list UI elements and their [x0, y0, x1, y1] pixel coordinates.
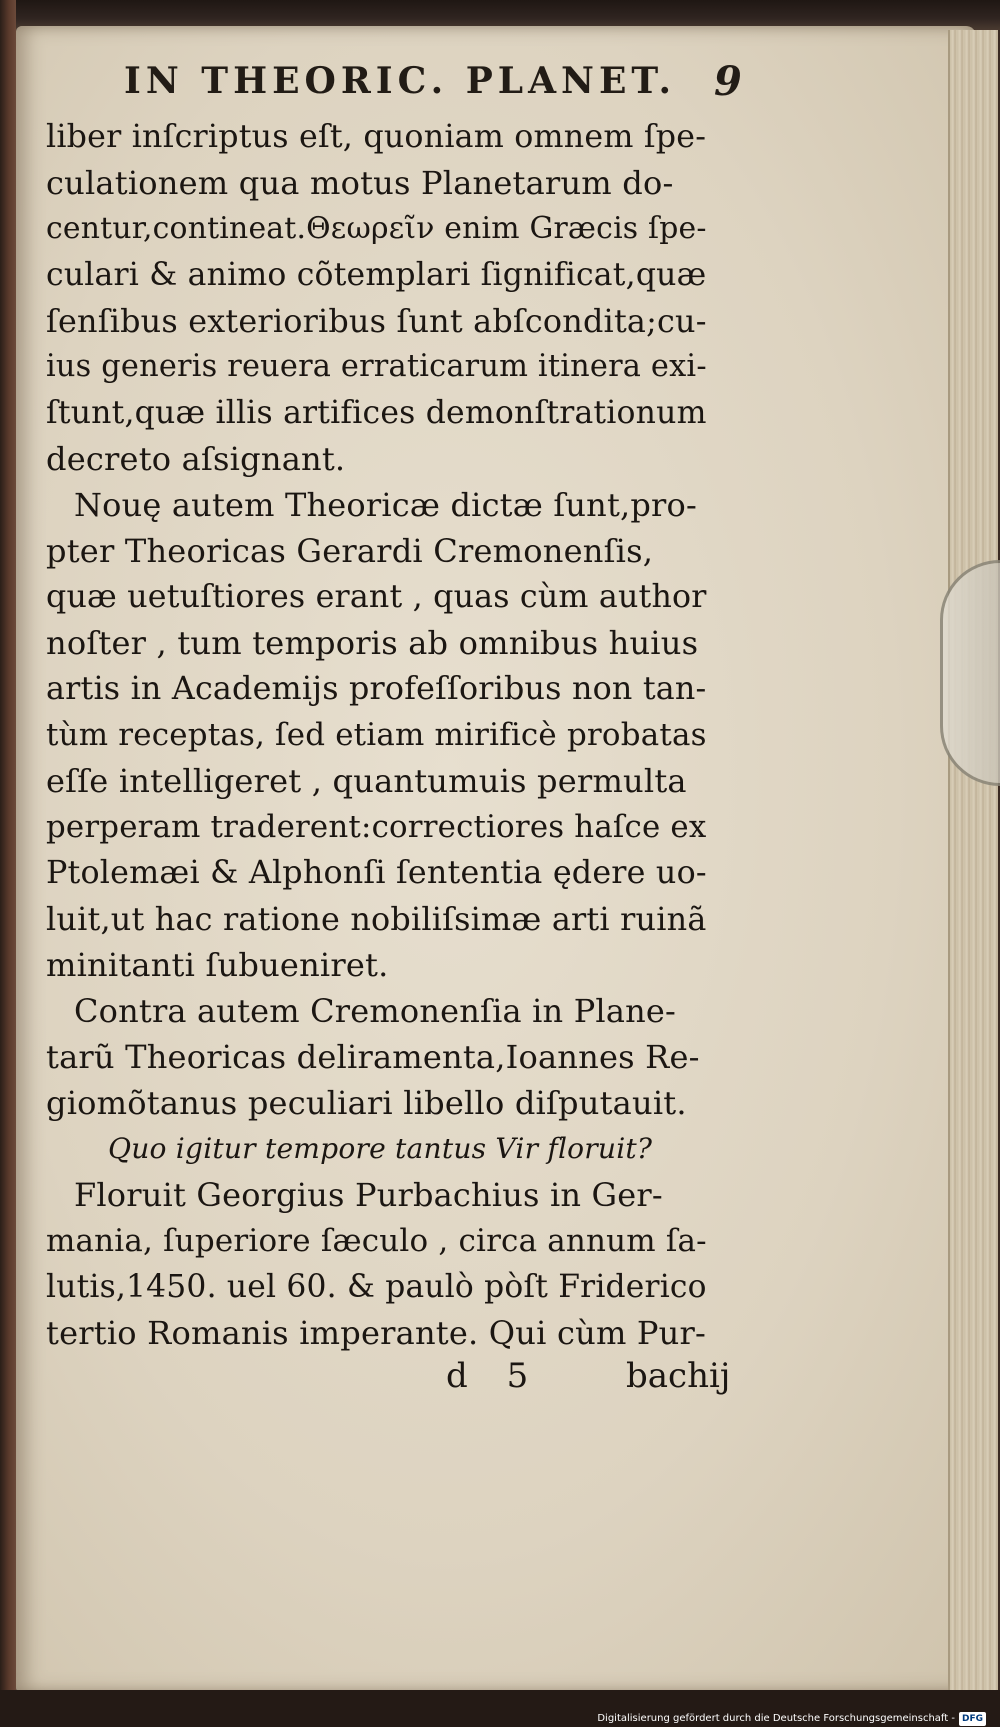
catchword: bachij — [626, 1356, 731, 1396]
catchline — [46, 1356, 746, 1406]
running-head — [46, 52, 746, 114]
book-binding — [0, 0, 16, 1727]
text-line: lutis,1450. uel 60. & paulò pòſt Friderico — [46, 1269, 707, 1305]
text-line: ſtunt,quæ illis artifices demonſtrationum — [46, 395, 707, 431]
text-line: tarũ Theoricas deliramenta,Ioannes Re- — [46, 1038, 700, 1076]
text-line: giomõtanus peculiari libello diſputauit. — [46, 1084, 687, 1122]
text-line: culationem qua motus Planetarum do- — [46, 164, 674, 202]
text-line: perperam traderent:correctiores haſce ex — [46, 809, 707, 845]
dfg-logo: DFG — [959, 1712, 986, 1726]
text-line: liber inſcriptus eſt, quoniam omnem ſpe- — [46, 119, 707, 155]
text-line: ſenſibus exterioribus ſunt abſcondita;cu- — [46, 302, 707, 340]
text-line: centur,contineat.Θεωρεῖν enim Græcis ſpe- — [46, 211, 707, 246]
text-line: Ptolemæi & Alphonſi ſententia ędere uo- — [46, 855, 707, 891]
text-line: culari & animo cõtemplari ſignificat,quæ — [46, 257, 707, 293]
running-head-title: IN THEORIC. PLANET. — [124, 60, 677, 102]
signature-mark: d 5 — [446, 1356, 543, 1396]
text-line: minitanti ſubueniret. — [46, 946, 389, 984]
text-line: Floruit Georgius Purbachius in Ger- — [74, 1176, 663, 1214]
page-edges — [948, 30, 998, 1690]
text-line: eſſe intelligeret , quantumuis permulta — [46, 762, 687, 800]
credit-text: Digitalisierung gefördert durch die Deutsche Forschungsgemeinschaft - — [597, 1713, 955, 1724]
text-line: mania, ſuperiore ſæculo , circa annum ſa- — [46, 1223, 707, 1259]
text-line: tùm receptas, ſed etiam mirificè probatas — [46, 717, 707, 753]
text-line: artis in Academijs profeſſoribus non tan- — [46, 671, 707, 707]
text-line: tertio Romanis imperante. Qui cùm Pur- — [46, 1314, 707, 1352]
text-line: Nouę autem Theoricæ dictæ ſunt,pro- — [74, 486, 697, 524]
page-text-block — [46, 52, 746, 1406]
text-line: pter Theoricas Gerardi Cremonenſis, — [46, 532, 654, 570]
text-line: quæ uetuſtiores erant , quas cùm author — [46, 579, 707, 615]
question-line: Quo igitur tempore tantus Vir floruit? — [108, 1132, 653, 1165]
page-clip — [940, 560, 1000, 786]
text-line: decreto aſsignant. — [46, 440, 346, 478]
text-line: luit,ut hac ratione nobiliſsimæ arti ruinã — [46, 900, 707, 938]
text-line: ius generis reuera erraticarum itinera exi- — [46, 349, 707, 384]
digitization-credit — [593, 1712, 990, 1726]
text-line: Contra autem Cremonenſia in Plane- — [74, 992, 677, 1030]
page-number: 9 — [714, 58, 747, 105]
text-lines — [46, 114, 746, 1356]
text-line: noſter , tum temporis ab omnibus huius — [46, 624, 699, 662]
